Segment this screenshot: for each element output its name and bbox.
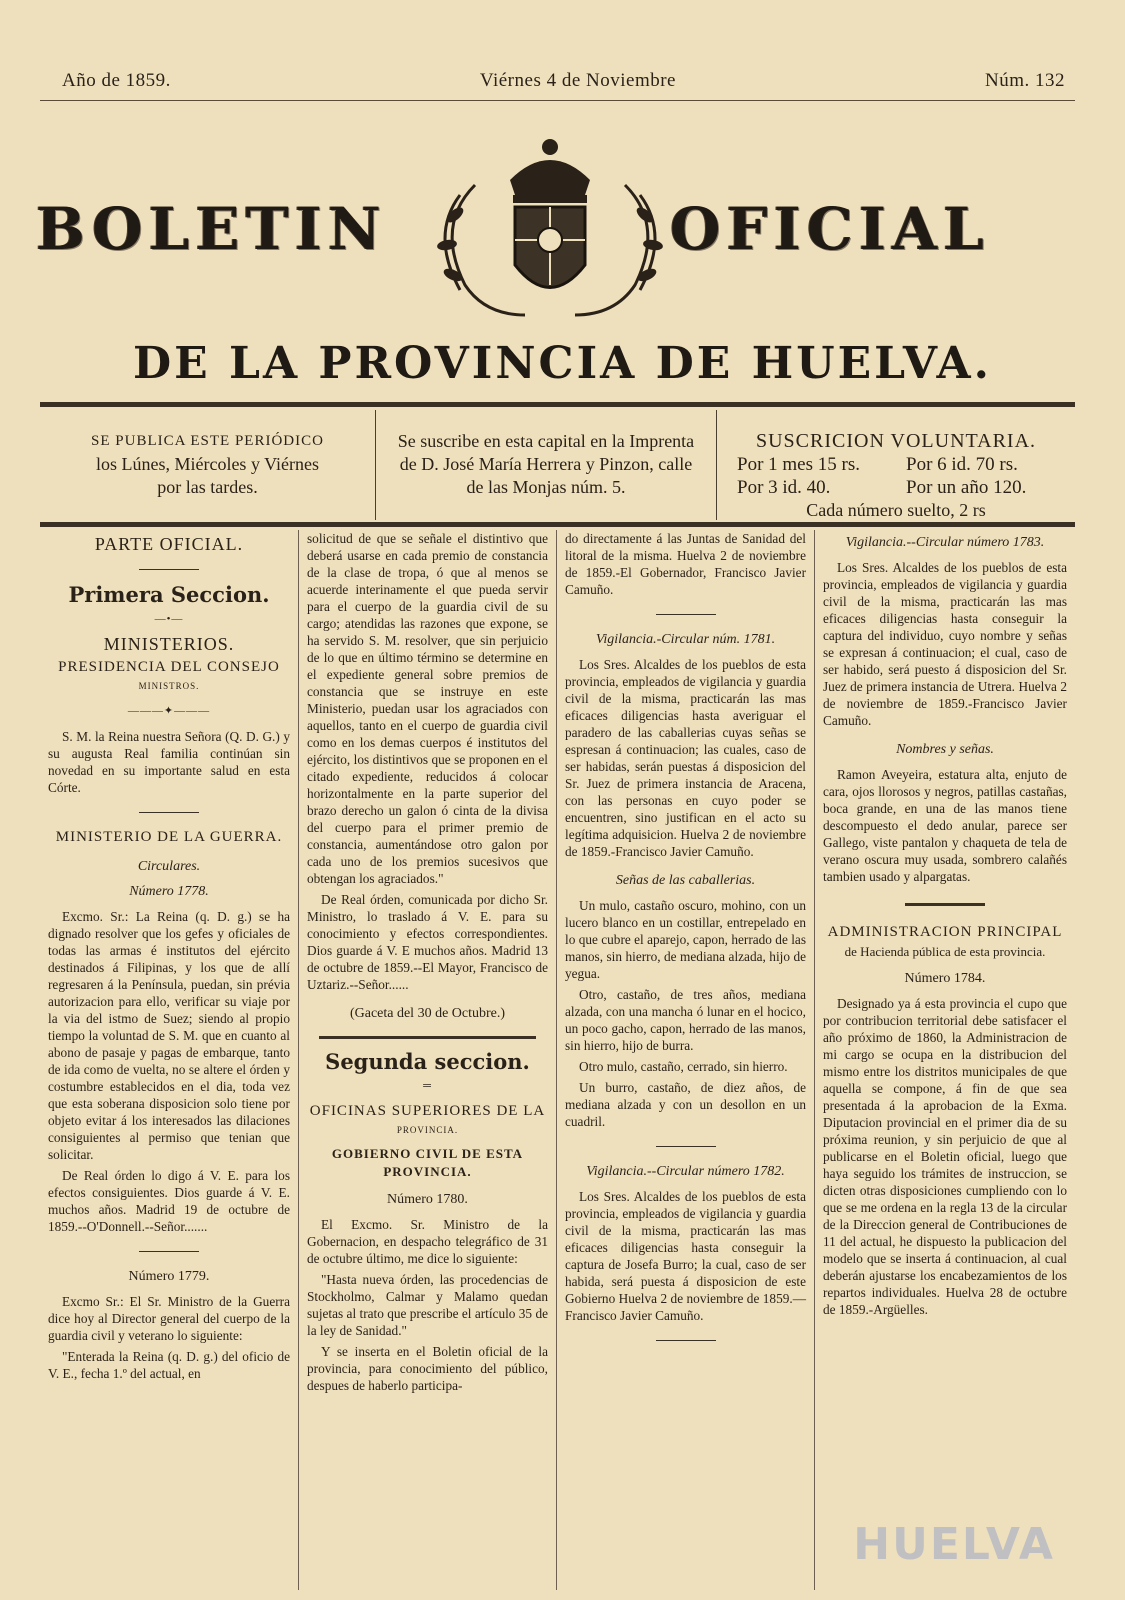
section-heading-first: Primera Seccion. bbox=[68, 582, 270, 607]
heading-administration: ADMINISTRACION PRINCIPAL bbox=[827, 924, 1063, 940]
article-paragraph: "Enterada la Reina (q. D. g.) del oficio de V. E., fecha 1.º del actual, en bbox=[48, 1349, 290, 1381]
heading-number-1780: Número 1780. bbox=[387, 1192, 468, 1207]
issue-number: Núm. 132 bbox=[984, 70, 1065, 91]
top-rule bbox=[40, 100, 1075, 101]
masthead-topline bbox=[62, 66, 1065, 96]
heading-ministries: MINISTERIOS. bbox=[103, 634, 235, 654]
article-paragraph: Otro, castaño, de tres años, mediana alzada, con una mancha ó lunar en el hocico, un poco gacho, capon, herrado de las manos, sin hierro, hijo de burra. bbox=[565, 987, 806, 1053]
article-paragraph: Un burro, castaño, de diez años, de mediana alzada y con un desollon en un cuadril. bbox=[565, 1080, 806, 1129]
article-paragraph: solicitud de que se señale el distintivo que deberá usarse en cada premio de constancia de la clase de tropa, ó que al menos se acuerde interinamente el que pueda servir para el cuerpo de la guardia civil de su cargo; atendidas las razones que expone, se ha servido S. M. resolver, que sin perjuicio de lo que en último término se determine en el expediente general sobre premios de constancia que se instruye en este Ministerio, puedan usar los agraciados con aquellos, tanto en el cuerpo de guardia civil como en los demas cuerpos é institutos del ejército, los distintivos que se proponen en el citado expediente, reducidos á colocar horizontalmente en la parte superior del brazo derecho un galon ó cinta de la divisa del cuerpo para el primer premio de constancia, aumentándose otro galon por cada uno de los premios sucesivos que obtengan los agraciados." bbox=[307, 531, 548, 886]
divider bbox=[139, 812, 199, 813]
publish-line-2: los Lúnes, Miércoles y Viérnes bbox=[95, 454, 320, 474]
info-top-band bbox=[40, 402, 1075, 407]
divider-band bbox=[319, 1036, 536, 1039]
masthead-title bbox=[30, 125, 1085, 325]
subscription-prices bbox=[717, 410, 1075, 520]
divider bbox=[656, 614, 716, 615]
column-4 bbox=[814, 530, 1075, 1590]
article-paragraph: Y se inserta en el Boletin oficial de la provincia, para conocimiento del público, despues de haberlo participa- bbox=[307, 1344, 548, 1393]
article-paragraph: Excmo. Sr.: La Reina (q. D. g.) se ha dignado resolver que los gefes y oficiales de todas las armas é institutos del ejército destinados á Filipinas, y los que de allí regresaren á la Península, puedan, sin prévia autorizacion para ello, verificar su viaje por la via del istmo de Suez; siendo al propio tiempo la voluntad de S. M. que en cuanto al abono de pasaje y pagas de embarque, tanto de ida como de vuelta, no se altere el órden y costumbre establecidos en el dia, toda vez que esta soberana disposicion solo tiene por objeto evitar á los interesados las dilaciones consiguientes al permiso que tenian que solicitar. bbox=[48, 909, 290, 1162]
library-watermark: HUELVA bbox=[853, 1519, 1055, 1570]
subscribe-line-1: Se suscribe en esta capital en la Imprenta bbox=[397, 431, 695, 451]
heading-number-1779: Número 1779. bbox=[128, 1269, 210, 1284]
heading-number-1778: Número 1778. bbox=[129, 884, 209, 899]
heading-offices: OFICINAS SUPERIORES DE LA bbox=[309, 1103, 546, 1119]
ornament-icon: ———✦——— bbox=[127, 705, 211, 717]
price-1-year: Por un año 120. bbox=[906, 477, 1027, 498]
heading-number-1784: Número 1784. bbox=[904, 971, 986, 986]
price-single-issue: Cada número suelto, 2 rs bbox=[806, 500, 986, 520]
publish-schedule bbox=[40, 410, 375, 520]
article-paragraph: De Real órden lo digo á V. E. para los efectos consiguientes. Dios guarde á V. E. muchos años. Madrid 19 de octubre de 1859.--O'Donnell.--Señor....... bbox=[48, 1168, 290, 1234]
column-3 bbox=[556, 530, 814, 1590]
subscribe-info bbox=[375, 410, 717, 520]
article-paragraph: do directamente á las Juntas de Sanidad del litoral de la misma. Huelva 2 de noviembre de 1859.-El Gobernador, Francisco Javier Camuño. bbox=[565, 531, 806, 597]
info-bottom-band bbox=[40, 522, 1075, 527]
divider bbox=[139, 1251, 199, 1252]
title-left: BOLETIN bbox=[36, 195, 387, 263]
province-subtitle: DE LA PROVINCIA DE HUELVA. bbox=[133, 338, 992, 389]
article-paragraph: Excmo Sr.: El Sr. Ministro de la Guerra dice hoy al Director general del cuerpo de la guardia civil y veterano lo siguiente: bbox=[48, 1294, 290, 1343]
publish-line-3: por las tardes. bbox=[157, 477, 258, 497]
article-paragraph: Los Sres. Alcaldes de los pueblos de esta provincia, empleados de vigilancia y guardia civil de la misma, practicarán las mas eficaces diligencias hasta averiguar el paradero de las caballerias cuyas señas se espresan á continuacion; las cuales, caso de ser habidas, serán puestas á disposicion del Sr. Juez de primera instancia de Aracena, con las personas en cuyo poder se encuentren, sino justifican en el acto su legítima adquisicion. Huelva 2 de noviembre de 1859.-Francisco Javier Camuño. bbox=[565, 657, 806, 859]
heading-animal-marks: Señas de las caballerias. bbox=[615, 873, 756, 888]
article-paragraph: Otro mulo, castaño, cerrado, sin hierro. bbox=[579, 1059, 788, 1074]
column-1 bbox=[40, 530, 298, 1590]
divider bbox=[905, 903, 985, 906]
article-paragraph: Ramon Aveyeira, estatura alta, enjuto de cara, ojos llorosos y negros, patillas castañas, boca grande, en una de las manos tiene descompuesto el dedo anular, parece ser Gallego, viste pantalon y chaqueta de tela de verano oscura muy usada, sombrero calañés tambien usado y alpargatas. bbox=[823, 767, 1067, 884]
heading-ministers: MINISTROS. bbox=[138, 681, 200, 691]
heading-civil-government: GOBIERNO CIVIL DE ESTA PROVINCIA. bbox=[331, 1146, 524, 1179]
heading-treasury: de Hacienda pública de esta provincia. bbox=[844, 944, 1046, 959]
article-paragraph: "Hasta nueva órden, las procedencias de Stockholmo, Calmar y Malamo quedan sujetas al trato que prescribe el artículo 35 de la ley de Sanidad." bbox=[307, 1272, 548, 1338]
heading-presidency: PRESIDENCIA DEL CONSEJO bbox=[58, 659, 280, 675]
heading-war-ministry: MINISTERIO DE LA GUERRA. bbox=[55, 829, 283, 845]
issue-date: Viérnes 4 de Noviembre bbox=[479, 70, 676, 91]
heading-province: PROVINCIA. bbox=[396, 1125, 459, 1135]
article-paragraph: El Excmo. Sr. Ministro de la Gobernacion, en despacho telegráfico de 31 de octubre último, me dice lo siguiente: bbox=[307, 1217, 548, 1266]
heading-circular-1782: Vigilancia.--Circular número 1782. bbox=[586, 1164, 785, 1179]
ornament-icon: —•— bbox=[154, 613, 184, 625]
publish-line-1: SE PUBLICA ESTE PERIÓDICO bbox=[91, 433, 324, 449]
column-2 bbox=[298, 530, 556, 1590]
article-paragraph: Un mulo, castaño oscuro, mohino, con un lucero blanco en un costillar, entrepelado en lo que cubre el aparejo, capon, herrado de las manos, sin hierro, de mediana alzada, hijo de yegua. bbox=[565, 898, 806, 981]
issue-year: Año de 1859. bbox=[62, 70, 171, 91]
article-columns bbox=[40, 530, 1075, 1590]
price-3-months: Por 3 id. 40. bbox=[737, 477, 831, 498]
divider bbox=[139, 569, 199, 570]
publication-info bbox=[40, 410, 1075, 520]
subscribe-line-3: de las Monjas núm. 5. bbox=[466, 477, 626, 497]
heading-circular-1783: Vigilancia.--Circular número 1783. bbox=[845, 535, 1045, 550]
heading-names-marks: Nombres y señas. bbox=[896, 742, 994, 757]
subscribe-line-2: de D. José María Herrera y Pinzon, calle bbox=[399, 454, 693, 474]
article-paragraph: Designado ya á esta provincia el cupo que por contribucion territorial debe satisfacer el año próximo de 1860, la Administracion de mi cargo se ocupa en la distribucion del mismo entre los distritos municipales de que aquella se compone, á fin de que sea presentada á la aprobacion de la Exma. Diputacion provincial en el primer dia de su próxima reunion, y sin perjuicio de que al publicarse en el Boletin oficial, luego que haya seguido los trámites de instruccion, se dicten otras disposiciones cumpliendo con lo que se me ordena en la regla 13 de la circular de la Direccion general de Contribuciones de 11 del actual, he dispuesto la publicacion del modelo que se inserta á continuacion, al cual deberán ajustarse los encabezamientos de los repartos individuales. Huelva 28 de octubre de 1859.-Argüelles. bbox=[823, 996, 1067, 1317]
price-1-month: Por 1 mes 15 rs. bbox=[737, 454, 860, 475]
section-heading-official: PARTE OFICIAL. bbox=[94, 534, 244, 554]
royal-crest-icon bbox=[415, 125, 685, 325]
source-note: (Gaceta del 30 de Octubre.) bbox=[349, 1006, 506, 1021]
heading-circular-1781: Vigilancia.-Circular núm. 1781. bbox=[595, 632, 776, 647]
title-right: OFICIAL bbox=[670, 195, 990, 263]
section-heading-second: Segunda seccion. bbox=[325, 1049, 530, 1074]
ornament-icon: ═ bbox=[423, 1080, 432, 1092]
subscription-title: SUSCRICION VOLUNTARIA. bbox=[755, 430, 1037, 452]
article-paragraph: Los Sres. Alcaldes de los pueblos de esta provincia, empleados de vigilancia y guardia civil de la misma, practicarán las mas eficaces diligencias hasta conseguir la captura de Josefa Burro; la cual, caso de ser habida, será puesta á disposicion de este Gobierno Huelva 2 de noviembre de 1859.—Francisco Javier Camuño. bbox=[565, 1189, 806, 1323]
price-6-months: Por 6 id. 70 rs. bbox=[906, 454, 1018, 475]
heading-circulars: Circulares. bbox=[137, 859, 201, 874]
divider bbox=[656, 1146, 716, 1147]
article-paragraph: S. M. la Reina nuestra Señora (Q. D. G.) y su augusta Real familia continúan sin novedad en su importante salud en esta Córte. bbox=[48, 729, 290, 795]
article-paragraph: Los Sres. Alcaldes de los pueblos de esta provincia, empleados de vigilancia y guardia civil de la misma, practicarán las mas eficaces diligencias hasta conseguir la captura del individuo, cuyo nombre y señas se expresan á continuacion; el cual, caso de ser habido, será puesto á disposicion del Sr. Juez de primera instancia de Utrera. Huelva 2 de noviembre de 1859.-Francisco Javier Camuño. bbox=[823, 560, 1067, 728]
divider bbox=[656, 1340, 716, 1341]
article-paragraph: De Real órden, comunicada por dicho Sr. Ministro, lo traslado á V. E. para su conocimiento y efectos correspondientes. Dios guarde á V. E muchos años. Madrid 13 de octubre de 1859.--El Mayor, Francisco de Uztariz.--Señor...... bbox=[307, 892, 548, 992]
